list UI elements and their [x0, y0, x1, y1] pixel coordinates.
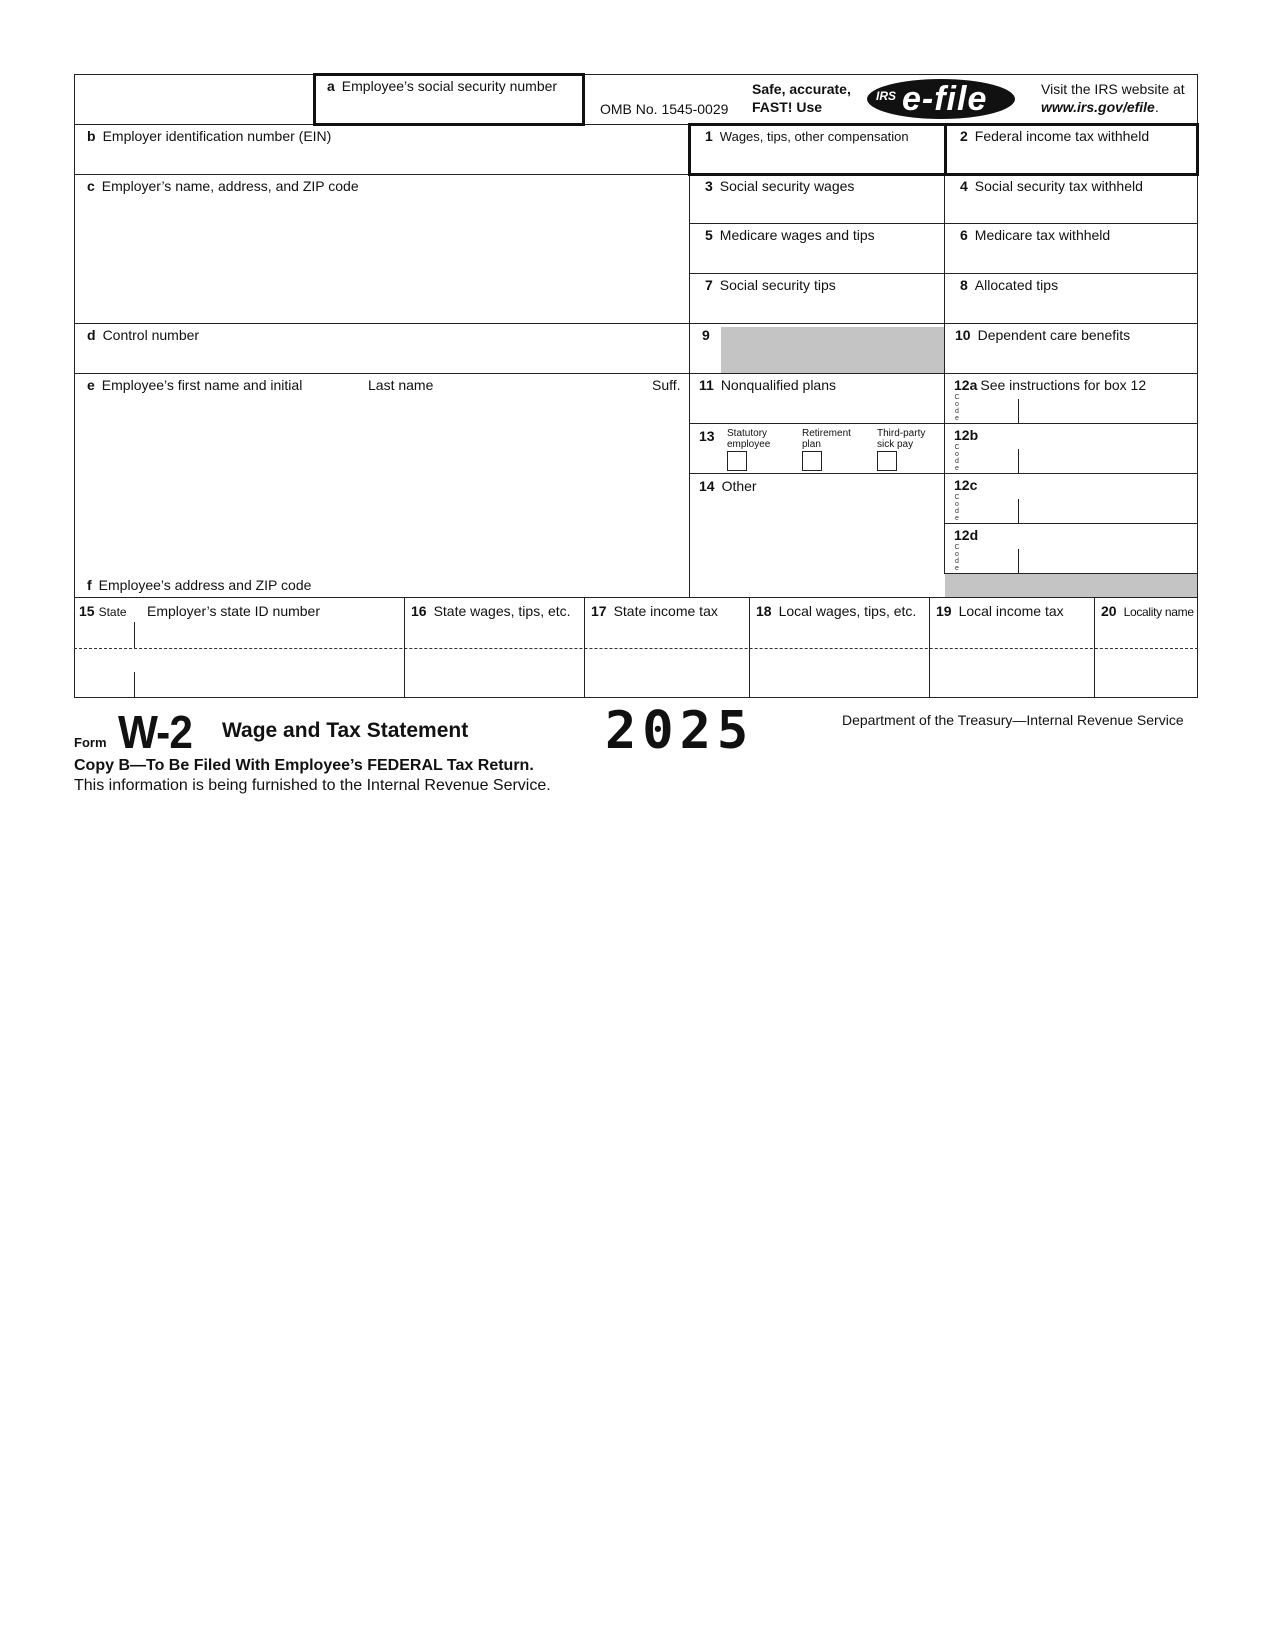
employee-name-field[interactable] [78, 395, 686, 573]
box-4-label: 4 Social security tax withheld [960, 178, 1143, 194]
box-18-label: 18 Local wages, tips, etc. [756, 603, 917, 619]
copy-b-line: Copy B—To Be Filed With Employee’s FEDERAL Tax Return. [74, 757, 534, 774]
third-party-sick-pay-label: Third-party sick pay [877, 428, 926, 450]
tax-year: 2025 [605, 701, 755, 761]
medicare-wages-field[interactable] [693, 245, 941, 271]
info-line: This information is being furnished to the Internal Revenue Service. [74, 777, 551, 794]
box-1-label: 1 Wages, tips, other compensation [705, 128, 909, 144]
box-e-label: e Employee’s first name and initial [87, 377, 303, 393]
box-9-shaded-area [721, 327, 945, 374]
box-5-label: 5 Medicare wages and tips [705, 227, 875, 243]
box-6-label: 6 Medicare tax withheld [960, 227, 1111, 243]
box-12d-label: 12d [954, 527, 979, 543]
allocated-tips-field[interactable] [948, 295, 1194, 321]
third-party-sick-pay-checkbox[interactable] [877, 451, 897, 471]
nonqualified-plans-field[interactable] [693, 395, 941, 421]
box-f-label: f Employee’s address and ZIP code [87, 577, 312, 593]
box-11-label: 11 Nonqualified plans [699, 377, 837, 393]
box-c-label: c Employer’s name, address, and ZIP code [87, 178, 359, 194]
box-15-label: 15 State [79, 603, 127, 619]
retirement-plan-label: Retirement plan [802, 428, 851, 450]
box-12b-code-label: C o d e [954, 444, 960, 472]
box-8-label: 8 Allocated tips [960, 277, 1059, 293]
medicare-tax-field[interactable] [948, 245, 1194, 271]
employee-ssn-field[interactable] [318, 96, 580, 122]
social-security-wages-field[interactable] [693, 196, 941, 222]
control-number-field[interactable] [78, 345, 686, 371]
federal-tax-withheld-field[interactable] [948, 146, 1194, 172]
employer-name-address-field[interactable] [78, 196, 686, 320]
box-b-label: b Employer identification number (EIN) [87, 128, 332, 144]
box-3-label: 3 Social security wages [705, 178, 855, 194]
box-d-label: d Control number [87, 327, 200, 343]
box-13-label: 13 [699, 428, 715, 444]
social-security-tips-field[interactable] [693, 295, 941, 321]
box-17-label: 17 State income tax [591, 603, 718, 619]
box-10-label: 10 Dependent care benefits [955, 327, 1131, 343]
box-e-last-name-label: Last name [368, 377, 434, 393]
box-14-label: 14 Other [699, 478, 757, 494]
retirement-plan-checkbox[interactable] [802, 451, 822, 471]
ein-field[interactable] [78, 146, 686, 172]
box-14-other-field[interactable] [693, 496, 941, 594]
form-word: Form [74, 735, 107, 750]
box-15-state-id-label: Employer’s state ID number [147, 603, 320, 619]
irs-website-note: Visit the IRS website at www.irs.gov/efile. [1041, 81, 1185, 115]
box-16-label: 16 State wages, tips, etc. [411, 603, 571, 619]
form-name: W-2 [118, 706, 192, 758]
box-12b-label: 12b [954, 427, 979, 443]
box-12d-code-label: C o d e [954, 544, 960, 572]
box-19-label: 19 Local income tax [936, 603, 1064, 619]
box-20-label: 20 Locality name [1101, 603, 1194, 619]
box-12a-label: 12a See instructions for box 12 [954, 377, 1147, 393]
box-12a-code-label: C o d e [954, 394, 960, 422]
box-12c-code-label: C o d e [954, 494, 960, 522]
department-line: Department of the Treasury—Internal Revenue Service [842, 712, 1184, 728]
wages-field[interactable] [693, 146, 941, 172]
statutory-employee-label: Statutory employee [727, 428, 771, 450]
box-2-label: 2 Federal income tax withheld [960, 128, 1150, 144]
box-12-shaded-strip [945, 574, 1197, 597]
form-title: Wage and Tax Statement [222, 719, 469, 742]
box-9-label: 9 [702, 327, 710, 343]
dependent-care-field[interactable] [948, 345, 1194, 371]
irs-efile-logo: IRS e-file [866, 78, 1016, 120]
omb-number: OMB No. 1545-0029 [600, 101, 729, 117]
box-e-suffix-label: Suff. [652, 377, 681, 393]
efile-promo: Safe, accurate, FAST! Use [752, 81, 851, 115]
social-security-tax-field[interactable] [948, 196, 1194, 222]
box-7-label: 7 Social security tips [705, 277, 836, 293]
statutory-employee-checkbox[interactable] [727, 451, 747, 471]
box-12c-label: 12c [954, 477, 978, 493]
box-a-label: a Employee’s social security number [327, 78, 558, 94]
